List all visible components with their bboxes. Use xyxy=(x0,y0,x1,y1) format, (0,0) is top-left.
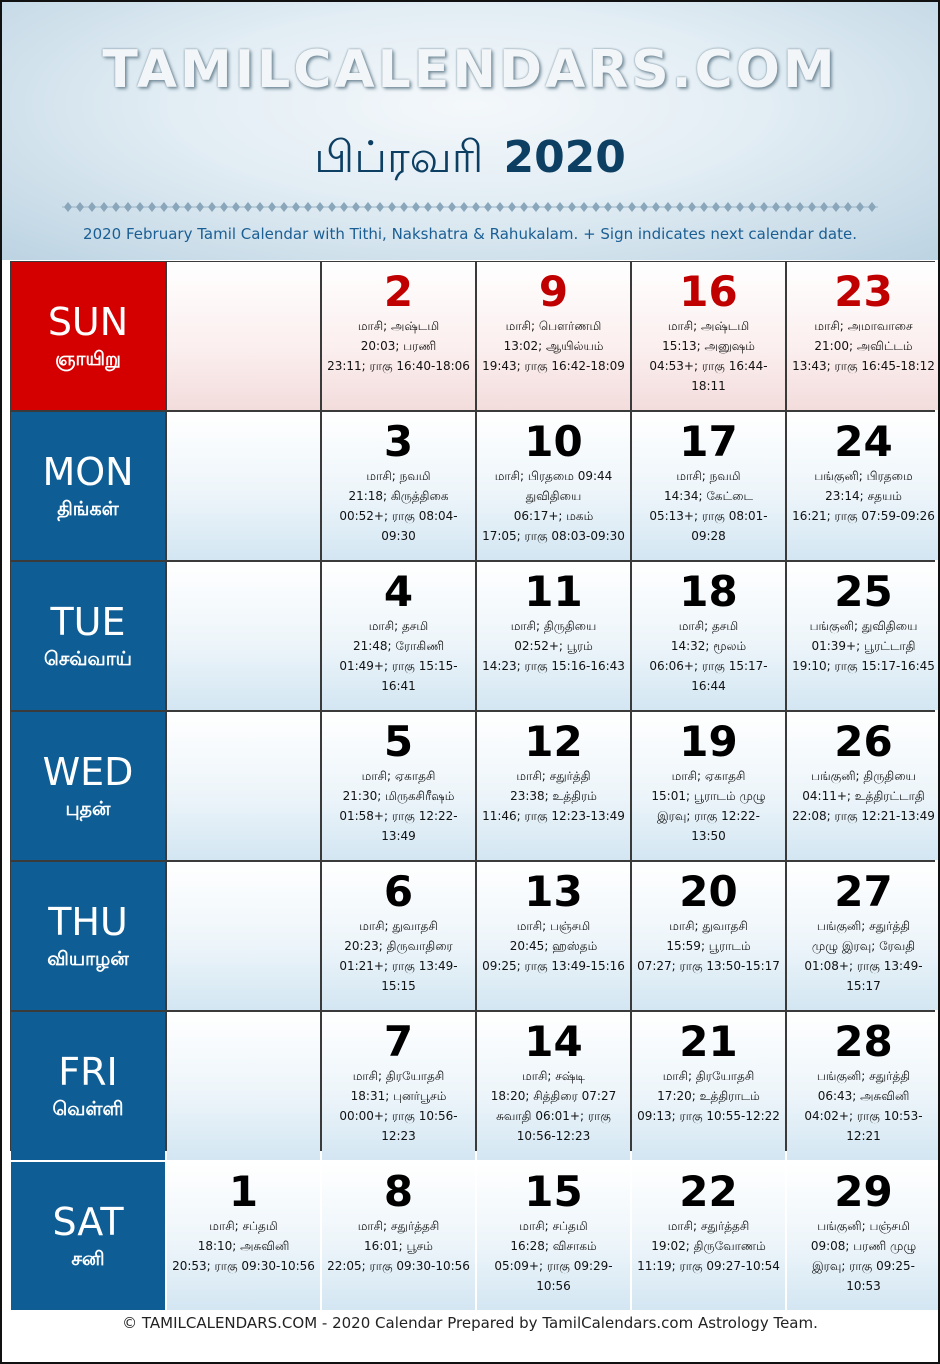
panchang-line: இரவு; ராகு 12:22- xyxy=(656,809,760,823)
ornament-diamond xyxy=(556,202,564,212)
panchang-line: 15:15 xyxy=(381,979,416,993)
date-cell xyxy=(787,1012,940,1160)
panchang-info xyxy=(632,914,785,976)
ornament-diamond xyxy=(112,202,120,212)
ornament-diamond xyxy=(172,202,180,212)
panchang-info xyxy=(322,614,475,696)
ornament-diamond xyxy=(88,202,96,212)
empty-cell xyxy=(167,412,320,560)
site-title[interactable]: TAMILCALENDARS.COM xyxy=(102,40,838,100)
panchang-line: 10:53 xyxy=(846,1279,881,1293)
ornament-diamond xyxy=(616,202,624,212)
panchang-line: 22:05; ராகு 09:30-10:56 xyxy=(327,1259,470,1273)
ornament-diamond xyxy=(652,202,660,212)
ornament-diamond xyxy=(520,202,528,212)
ornament-diamond xyxy=(676,202,684,212)
ornament-diamond xyxy=(244,202,252,212)
panchang-info xyxy=(322,464,475,546)
weekday-tamil: செவ்வாய் xyxy=(44,647,132,670)
panchang-line: மாசி; தசமி xyxy=(678,619,739,633)
panchang-line: 04:53+; ராகு 16:44- xyxy=(649,359,768,373)
panchang-line: மாசி; சப்தமி xyxy=(519,1219,588,1233)
panchang-line: 02:52+; பூரம் xyxy=(514,639,593,653)
date-cell xyxy=(632,862,785,1010)
ornament-diamond xyxy=(64,202,72,212)
panchang-line: 05:09+; ராகு 09:29- xyxy=(494,1259,613,1273)
panchang-line: 11:19; ராகு 09:27-10:54 xyxy=(637,1259,780,1273)
weekday-label-thu xyxy=(11,862,165,1010)
ornament-diamond xyxy=(328,202,336,212)
panchang-info xyxy=(167,1214,320,1276)
date-number: 13 xyxy=(524,867,583,916)
ornament-diamond xyxy=(160,202,168,212)
panchang-info xyxy=(787,614,940,676)
ornament-diamond xyxy=(232,202,240,212)
ornament-diamond xyxy=(592,202,600,212)
panchang-line: 16:01; பூசம் xyxy=(364,1239,433,1253)
ornament-diamond xyxy=(460,202,468,212)
panchang-line: மாசி; சதுர்த்தசி xyxy=(667,1219,750,1233)
panchang-line: 09:25; ராகு 13:49-15:16 xyxy=(482,959,625,973)
date-cell xyxy=(787,562,940,710)
month-title xyxy=(2,132,938,189)
ornament-diamond xyxy=(340,202,348,212)
calendar-grid xyxy=(10,261,935,1293)
date-cell xyxy=(322,562,475,710)
weekday-tamil: புதன் xyxy=(65,797,111,820)
panchang-line: 01:39+; பூரட்டாதி xyxy=(811,639,916,653)
panchang-line: 20:53; ராகு 09:30-10:56 xyxy=(172,1259,315,1273)
panchang-line: 16:21; ராகு 07:59-09:26 xyxy=(792,509,935,523)
panchang-line: 01:21+; ராகு 13:49- xyxy=(339,959,458,973)
ornament-diamond xyxy=(640,202,648,212)
weekday-label-fri xyxy=(11,1012,165,1160)
weekday-label-tue xyxy=(11,562,165,710)
panchang-line: 16:28; விசாகம் xyxy=(510,1239,597,1253)
panchang-line: மாசி; துவாதசி xyxy=(359,919,438,933)
ornament-diamond xyxy=(544,202,552,212)
ornament-diamond xyxy=(760,202,768,212)
weekday-label-sat xyxy=(11,1162,165,1310)
panchang-info xyxy=(632,1064,785,1126)
panchang-line: 10:56 xyxy=(536,1279,571,1293)
date-number: 21 xyxy=(679,1017,738,1066)
panchang-line: 16:44 xyxy=(691,679,726,693)
ornament-diamond xyxy=(844,202,852,212)
date-cell xyxy=(477,562,630,710)
panchang-info xyxy=(322,914,475,996)
weekday-label-mon xyxy=(11,412,165,560)
date-number: 29 xyxy=(834,1167,893,1216)
ornament-diamond xyxy=(580,202,588,212)
weekday-label-sun xyxy=(11,262,165,410)
panchang-line: 00:52+; ராகு 08:04- xyxy=(339,509,458,523)
panchang-line: 00:00+; ராகு 10:56- xyxy=(339,1109,458,1123)
panchang-line: பங்குனி; சதுர்த்தி xyxy=(816,919,911,933)
weekday-tamil: வியாழன் xyxy=(47,947,129,970)
date-cell xyxy=(632,262,785,410)
date-cell xyxy=(787,412,940,560)
date-number: 11 xyxy=(524,567,583,616)
date-cell xyxy=(322,412,475,560)
date-number: 14 xyxy=(524,1017,583,1066)
panchang-line: 23:11; ராகு 16:40-18:06 xyxy=(327,359,470,373)
weekday-english: THU xyxy=(48,899,128,944)
weekday-tamil: திங்கள் xyxy=(57,497,119,520)
date-number: 27 xyxy=(834,867,893,916)
date-cell xyxy=(787,1162,940,1310)
panchang-line: மாசி; திரயோதசி xyxy=(662,1069,755,1083)
date-cell xyxy=(477,262,630,410)
weekday-tamil: ஞாயிறு xyxy=(55,347,121,370)
date-cell xyxy=(322,712,475,860)
ornament-diamond xyxy=(784,202,792,212)
panchang-line: 05:13+; ராகு 08:01- xyxy=(649,509,768,523)
ornament-diamond xyxy=(436,202,444,212)
ornament-diamond xyxy=(496,202,504,212)
ornament-diamond xyxy=(316,202,324,212)
ornament-diamond xyxy=(712,202,720,212)
panchang-line: 01:49+; ராகு 15:15- xyxy=(339,659,458,673)
date-cell xyxy=(477,862,630,1010)
month-name: பிப்ரவரி xyxy=(314,132,484,183)
year: 2020 xyxy=(503,132,626,183)
panchang-line: பங்குனி; திருதியை xyxy=(811,769,916,783)
date-number: 4 xyxy=(383,567,414,616)
panchang-line: 09:08; பரணி முழு xyxy=(810,1239,917,1253)
empty-cell xyxy=(167,262,320,410)
date-number: 6 xyxy=(383,867,414,916)
date-cell xyxy=(477,1162,630,1310)
panchang-line: 09:30 xyxy=(381,529,416,543)
date-cell xyxy=(477,412,630,560)
panchang-line: 19:02; திருவோணம் xyxy=(651,1239,766,1253)
panchang-line: இரவு; ராகு 09:25- xyxy=(811,1259,915,1273)
date-number: 3 xyxy=(383,417,414,466)
empty-cell xyxy=(167,712,320,860)
date-number: 16 xyxy=(679,267,738,316)
panchang-line: 04:02+; ராகு 10:53- xyxy=(804,1109,923,1123)
weekday-english: SUN xyxy=(47,299,129,344)
date-number: 17 xyxy=(679,417,738,466)
panchang-line: 01:58+; ராகு 12:22- xyxy=(339,809,458,823)
ornament-diamond xyxy=(700,202,708,212)
date-cell xyxy=(787,862,940,1010)
panchang-line: 19:10; ராகு 15:17-16:45 xyxy=(792,659,935,673)
footer: © TAMILCALENDARS.COM - 2020 Calendar Prepared by TamilCalendars.com Astrology Team. xyxy=(122,1314,818,1332)
panchang-line: 12:23 xyxy=(381,1129,416,1143)
panchang-line: 16:41 xyxy=(381,679,416,693)
panchang-line: 12:21 xyxy=(846,1129,881,1143)
ornament-diamond xyxy=(184,202,192,212)
panchang-info xyxy=(477,614,630,676)
panchang-line: 10:56-12:23 xyxy=(516,1129,591,1143)
panchang-line: 13:02; ஆயில்யம் xyxy=(503,339,604,353)
panchang-line: மாசி; துவாதசி xyxy=(669,919,748,933)
ornament-diamond xyxy=(220,202,228,212)
panchang-line: 20:23; திருவாதிரை xyxy=(344,939,453,953)
panchang-line: 06:43; அசுவினி xyxy=(817,1089,910,1103)
ornament-diamond xyxy=(664,202,672,212)
weekday-english: MON xyxy=(42,449,134,494)
date-cell xyxy=(322,1012,475,1160)
ornament-diamond xyxy=(748,202,756,212)
date-number: 19 xyxy=(679,717,738,766)
panchang-line: 21:18; கிருத்திகை xyxy=(348,489,449,503)
panchang-line: 21:48; ரோகிணி xyxy=(352,639,445,653)
panchang-line: 19:43; ராகு 16:42-18:09 xyxy=(482,359,625,373)
ornament-diamond xyxy=(688,202,696,212)
ornament-divider xyxy=(62,200,878,214)
panchang-line: 11:46; ராகு 12:23-13:49 xyxy=(482,809,625,823)
ornament-diamond xyxy=(196,202,204,212)
panchang-line: 01:08+; ராகு 13:49- xyxy=(804,959,923,973)
panchang-info xyxy=(477,1064,630,1146)
panchang-info xyxy=(632,614,785,696)
panchang-line: மாசி; அஷ்டமி xyxy=(357,319,440,333)
panchang-line: மாசி; பிரதமை 09:44 xyxy=(494,469,613,483)
panchang-line: 06:06+; ராகு 15:17- xyxy=(649,659,768,673)
panchang-line: 18:10; அசுவினி xyxy=(197,1239,290,1253)
panchang-info xyxy=(322,1214,475,1276)
date-cell xyxy=(632,1012,785,1160)
panchang-info xyxy=(632,1214,785,1276)
ornament-diamond xyxy=(376,202,384,212)
panchang-line: 13:49 xyxy=(381,829,416,843)
panchang-line: 15:17 xyxy=(846,979,881,993)
empty-cell xyxy=(167,562,320,710)
panchang-info xyxy=(477,914,630,976)
panchang-line: 07:27; ராகு 13:50-15:17 xyxy=(637,959,780,973)
panchang-line: 17:05; ராகு 08:03-09:30 xyxy=(482,529,625,543)
ornament-diamond xyxy=(148,202,156,212)
panchang-line: 04:11+; உத்திரட்டாதி xyxy=(802,789,925,803)
panchang-line: 18:31; புனர்பூசம் xyxy=(350,1089,447,1103)
panchang-line: மாசி; அஷ்டமி xyxy=(667,319,750,333)
date-number: 24 xyxy=(834,417,893,466)
weekday-tamil: வெள்ளி xyxy=(52,1097,124,1120)
panchang-info xyxy=(787,914,940,996)
date-cell xyxy=(322,262,475,410)
ornament-diamond xyxy=(292,202,300,212)
ornament-diamond xyxy=(400,202,408,212)
panchang-line: மாசி; பௌர்ணமி xyxy=(505,319,602,333)
panchang-info xyxy=(787,1064,940,1146)
panchang-line: மாசி; திருதியை xyxy=(510,619,597,633)
ornament-diamond xyxy=(388,202,396,212)
date-cell xyxy=(477,712,630,860)
panchang-line: மாசி; சஷ்டி xyxy=(522,1069,585,1083)
date-number: 12 xyxy=(524,717,583,766)
weekday-label-wed xyxy=(11,712,165,860)
panchang-line: மாசி; பஞ்சமி xyxy=(516,919,591,933)
panchang-line: மாசி; நவமி xyxy=(366,469,431,483)
panchang-line: மாசி; சதுர்த்தி xyxy=(516,769,591,783)
date-cell xyxy=(787,712,940,860)
panchang-line: 13:43; ராகு 16:45-18:12 xyxy=(792,359,935,373)
panchang-line: 23:38; உத்திரம் xyxy=(510,789,597,803)
weekday-tamil: சனி xyxy=(71,1247,105,1270)
panchang-line: முழு இரவு; ரேவதி xyxy=(811,939,916,953)
ornament-diamond xyxy=(796,202,804,212)
ornament-diamond xyxy=(100,202,108,212)
panchang-line: 09:28 xyxy=(691,529,726,543)
weekday-english: TUE xyxy=(50,599,126,644)
date-cell xyxy=(632,712,785,860)
ornament-diamond xyxy=(628,202,636,212)
empty-cell xyxy=(167,1012,320,1160)
panchang-line: பங்குனி; பஞ்சமி xyxy=(817,1219,910,1233)
date-number: 28 xyxy=(834,1017,893,1066)
panchang-line: 14:34; கேட்டை xyxy=(663,489,754,503)
ornament-diamond xyxy=(472,202,480,212)
panchang-info xyxy=(322,764,475,846)
panchang-line: 23:14; சதயம் xyxy=(825,489,902,503)
panchang-info xyxy=(632,464,785,546)
ornament-diamond xyxy=(832,202,840,212)
date-number: 9 xyxy=(538,267,569,316)
panchang-line: சுவாதி 06:01+; ராகு xyxy=(496,1109,611,1123)
panchang-line: பங்குனி; பிரதமை xyxy=(814,469,913,483)
ornament-diamond xyxy=(508,202,516,212)
date-number: 20 xyxy=(679,867,738,916)
panchang-line: மாசி; நவமி xyxy=(676,469,741,483)
weekday-english: WED xyxy=(42,749,134,794)
panchang-line: 18:20; சித்திரை 07:27 xyxy=(490,1089,617,1103)
date-number: 10 xyxy=(524,417,583,466)
panchang-line: மாசி; சதுர்த்தசி xyxy=(357,1219,440,1233)
date-number: 2 xyxy=(383,267,414,316)
panchang-line: மாசி; ஏகாதசி xyxy=(361,769,436,783)
panchang-line: 15:13; அனுஷம் xyxy=(662,339,755,353)
panchang-info xyxy=(632,314,785,396)
panchang-line: 20:03; பரணி xyxy=(360,339,437,353)
date-number: 5 xyxy=(383,717,414,766)
date-number: 7 xyxy=(383,1017,414,1066)
header-banner xyxy=(2,2,938,260)
panchang-line: 21:30; மிருகசிரீஷம் xyxy=(342,789,455,803)
ornament-diamond xyxy=(256,202,264,212)
date-cell xyxy=(322,862,475,1010)
panchang-info xyxy=(322,314,475,376)
ornament-diamond xyxy=(808,202,816,212)
date-number: 25 xyxy=(834,567,893,616)
panchang-line: மாசி; சப்தமி xyxy=(209,1219,278,1233)
panchang-line: 15:59; பூராடம் xyxy=(666,939,751,953)
ornament-diamond xyxy=(76,202,84,212)
panchang-line: 17:20; உத்திராடம் xyxy=(657,1089,760,1103)
panchang-info xyxy=(477,764,630,826)
panchang-line: மாசி; திரயோதசி xyxy=(352,1069,445,1083)
panchang-info xyxy=(787,464,940,526)
panchang-info xyxy=(477,1214,630,1296)
panchang-line: பங்குனி; சதுர்த்தி xyxy=(816,1069,911,1083)
panchang-line: 20:45; ஹஸ்தம் xyxy=(509,939,598,953)
panchang-info xyxy=(477,314,630,376)
panchang-line: மாசி; தசமி xyxy=(368,619,429,633)
date-cell xyxy=(632,562,785,710)
date-number: 15 xyxy=(524,1167,583,1216)
panchang-line: துவிதியை xyxy=(525,489,582,503)
panchang-line: பங்குனி; துவிதியை xyxy=(809,619,918,633)
date-cell xyxy=(632,412,785,560)
ornament-diamond xyxy=(424,202,432,212)
ornament-diamond xyxy=(724,202,732,212)
date-cell xyxy=(167,1162,320,1310)
ornament-diamond xyxy=(136,202,144,212)
ornament-diamond xyxy=(412,202,420,212)
ornament-diamond xyxy=(208,202,216,212)
ornament-diamond xyxy=(568,202,576,212)
panchang-line: மாசி; அமாவாசை xyxy=(814,319,913,333)
panchang-info xyxy=(787,314,940,376)
panchang-line: 21:00; அவிட்டம் xyxy=(814,339,913,353)
panchang-line: 18:11 xyxy=(691,379,726,393)
date-cell xyxy=(632,1162,785,1310)
ornament-diamond xyxy=(856,202,864,212)
panchang-info xyxy=(787,1214,940,1296)
panchang-line: 13:50 xyxy=(691,829,726,843)
ornament-diamond xyxy=(604,202,612,212)
ornament-diamond xyxy=(304,202,312,212)
panchang-line: 14:23; ராகு 15:16-16:43 xyxy=(482,659,625,673)
panchang-info xyxy=(322,1064,475,1146)
panchang-info xyxy=(787,764,940,826)
date-number: 8 xyxy=(383,1167,414,1216)
date-number: 18 xyxy=(679,567,738,616)
date-cell xyxy=(322,1162,475,1310)
ornament-diamond xyxy=(364,202,372,212)
date-number: 23 xyxy=(834,267,893,316)
ornament-diamond xyxy=(820,202,828,212)
ornament-diamond xyxy=(532,202,540,212)
ornament-diamond xyxy=(772,202,780,212)
date-cell xyxy=(477,1012,630,1160)
weekday-english: FRI xyxy=(58,1049,118,1094)
panchang-line: மாசி; ஏகாதசி xyxy=(671,769,746,783)
panchang-line: 06:17+; மகம் xyxy=(513,509,594,523)
empty-cell xyxy=(167,862,320,1010)
panchang-info xyxy=(632,764,785,846)
ornament-diamond xyxy=(868,202,876,212)
date-cell xyxy=(787,262,940,410)
panchang-line: 15:01; பூராடம் முழு xyxy=(651,789,766,803)
ornament-diamond xyxy=(736,202,744,212)
ornament-diamond xyxy=(280,202,288,212)
panchang-line: 14:32; மூலம் xyxy=(670,639,747,653)
date-number: 1 xyxy=(228,1167,259,1216)
ornament-diamond xyxy=(484,202,492,212)
ornament-diamond xyxy=(268,202,276,212)
ornament-diamond xyxy=(124,202,132,212)
panchang-line: 22:08; ராகு 12:21-13:49 xyxy=(792,809,935,823)
date-number: 26 xyxy=(834,717,893,766)
date-number: 22 xyxy=(679,1167,738,1216)
weekday-english: SAT xyxy=(52,1199,124,1244)
panchang-info xyxy=(477,464,630,546)
ornament-diamond xyxy=(352,202,360,212)
ornament-diamond xyxy=(448,202,456,212)
panchang-line: 09:13; ராகு 10:55-12:22 xyxy=(637,1109,780,1123)
subtitle: 2020 February Tamil Calendar with Tithi, Nakshatra & Rahukalam. + Sign indicates next calendar date. xyxy=(83,225,857,243)
